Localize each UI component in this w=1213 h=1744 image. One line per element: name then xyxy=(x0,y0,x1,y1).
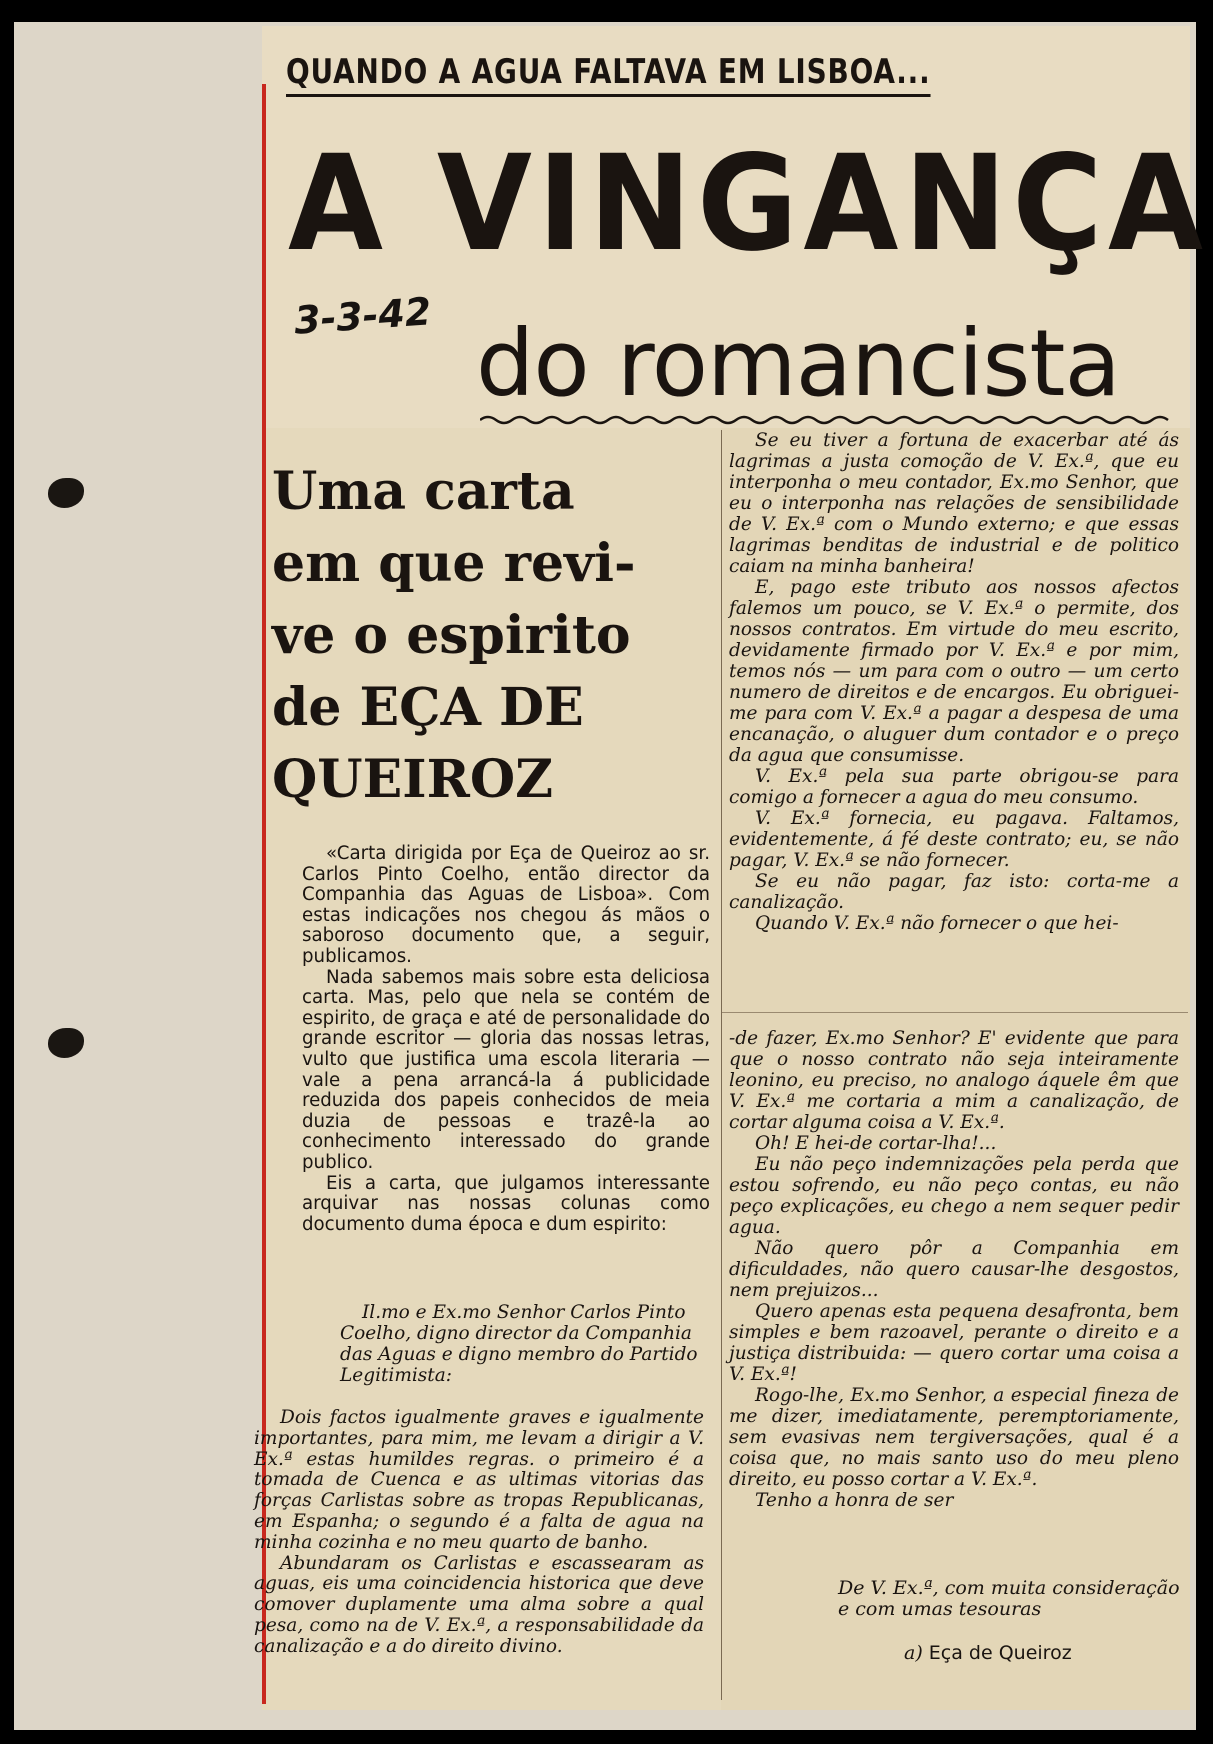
signature-prefix: a) xyxy=(904,1642,923,1664)
letter-paragraph: Se eu não pagar, faz isto: corta-me a canalização. xyxy=(729,871,1179,913)
letter-left-column xyxy=(254,1408,704,1658)
letter-right-column-top xyxy=(729,430,1179,934)
letter-paragraph: Quero apenas esta pequena desafronta, bem simples e bem razoavel, perante o direito e a justiça distribuida: — quero cortar uma coisa a V. Ex.ª! xyxy=(729,1301,1179,1385)
intro-paragraph: «Carta dirigida por Eça de Queiroz ao sr. Carlos Pinto Coelho, então director da Companhia das Aguas de Lisboa». Com estas indicações nos chegou ás mãos o saboroso documento que, a seguir, publicamos. xyxy=(302,843,710,967)
kicker-headline: QUANDO A AGUA FALTAVA EM LISBOA... xyxy=(286,52,930,97)
sub-headline: do romancista xyxy=(476,310,1120,417)
intro-paragraph: Nada sabemos mais sobre esta deliciosa carta. Mas, pelo que nela se contém de espirito, de graça e até de personalidade do grande escritor — gloria das nossas letras, vulto que justifica uma escola literaria — vale a pena arrancá-la á publicidade reduzida dos papeis conhecidos de meia duzia de pessoas e trazê-la ao conhecimento interessado do grande publico. xyxy=(302,966,710,1173)
letter-closing: De V. Ex.ª, com muita consideração e com umas tesouras xyxy=(838,1577,1180,1620)
letter-paragraph: V. Ex.ª pela sua parte obrigou-se para comigo a fornecer a agua do meu consumo. xyxy=(729,766,1179,808)
deck-line: ve o espirito xyxy=(272,605,631,666)
letter-paragraph: -de fazer, Ex.mo Senhor? E' evidente que para que o nosso contrato não seja inteiramente leonino, eu preciso, no analogo áquele êm que V. Ex.ª me cortaria a mim a canalização, de cortar alguma coisa a V. Ex.ª. xyxy=(729,1028,1179,1133)
letter-salutation: Il.mo e Ex.mo Senhor Carlos Pinto Coelho, digno director da Companhia das Aguas e digno membro do Partido Legitimista: xyxy=(340,1302,698,1386)
column-break-line xyxy=(722,1012,1188,1013)
signature-name: Eça de Queiroz xyxy=(928,1642,1072,1664)
letter-paragraph: Não quero pôr a Companhia em dificuldades, não quero causar-lhe desgostos, nem prejuizos... xyxy=(729,1238,1179,1301)
letter-right-column-bottom xyxy=(729,1028,1179,1511)
handwritten-date: 3-3-42 xyxy=(292,289,433,343)
letter-paragraph: Abundaram os Carlistas e escassearam as aguas, eis uma coincidencia historica que deve comover duplamente uma alma sobre a qual pesa, como na de V. Ex.ª, a responsabilidade da canalização e a do direito divino. xyxy=(254,1552,704,1657)
letter-paragraph: Rogo-lhe, Ex.mo Senhor, a especial fineza de me dizer, imediatamente, peremptoriamente, sem evasivas nem tergiversações, qual é a coisa que, no mais santo uso do meu pleno direito, eu posso cortar a V. Ex.ª. xyxy=(729,1385,1179,1490)
punch-hole xyxy=(48,478,84,508)
letter-paragraph: Dois factos igualmente graves e igualmente importantes, para mim, me levam a dirigir a V. Ex.ª estas humildes regras. o primeiro é a tomada de Cuenca e as ultimas vitorias das forças Carlistas sobre as tropas Republicanas, em Espanha; o segundo é a falta de agua na minha cozinha e no meu quarto de banho. xyxy=(254,1407,704,1553)
deck-line: QUEIROZ xyxy=(272,749,554,810)
letter-paragraph: E, pago este tributo aos nossos afectos falemos um pouco, se V. Ex.ª o permite, dos nossos contratos. Em virtude do meu escrito, devidamente firmado por V. Ex.ª e por mim, temos nós — um para com o outro — um certo numero de direitos e de encargos. Eu obriguei-me para com V. Ex.ª a pagar a despesa de uma encanação, o aluguer dum contador e o preço da agua que consumisse. xyxy=(729,577,1179,766)
letter-paragraph: Oh! E hei-de cortar-lha!... xyxy=(755,1133,997,1154)
main-headline: A VINGANÇA xyxy=(288,127,1209,281)
letter-paragraph: V. Ex.ª fornecia, eu pagava. Faltamos, evidentemente, á fé deste contrato; eu, se não pagar, V. Ex.ª se não fornecer. xyxy=(729,808,1179,871)
letter-paragraph: Se eu tiver a fortuna de exacerbar até ás lagrimas a justa comoção de V. Ex.ª, que eu interponha o meu contador, Ex.mo Senhor, que eu o interponha nas relações de sensibilidade de V. Ex.ª com o Mundo externo; e que essas lagrimas benditas de industrial e de politico caiam na minha banheira! xyxy=(729,430,1179,577)
letter-paragraph: Tenho a honra de ser xyxy=(755,1490,954,1511)
deck-line: de EÇA DE xyxy=(272,677,584,738)
wavy-underline xyxy=(480,414,1170,426)
intro-text xyxy=(302,844,710,1235)
letter-signature xyxy=(904,1642,1072,1664)
intro-paragraph: Eis a carta, que julgamos interessante arquivar nas nossas colunas como documento duma época e dum espirito: xyxy=(302,1172,710,1235)
deck-line: em que revi- xyxy=(272,533,636,594)
deck-line: Uma carta xyxy=(272,461,575,522)
deck-headline xyxy=(272,456,722,816)
punch-hole xyxy=(48,1028,84,1058)
letter-paragraph: Eu não peço indemnizações pela perda que estou sofrendo, eu não peço contas, eu não peço explicações, eu chego a nem sequer pedir agua. xyxy=(729,1154,1179,1238)
letter-paragraph: Quando V. Ex.ª não fornecer o que hei- xyxy=(755,913,1119,934)
